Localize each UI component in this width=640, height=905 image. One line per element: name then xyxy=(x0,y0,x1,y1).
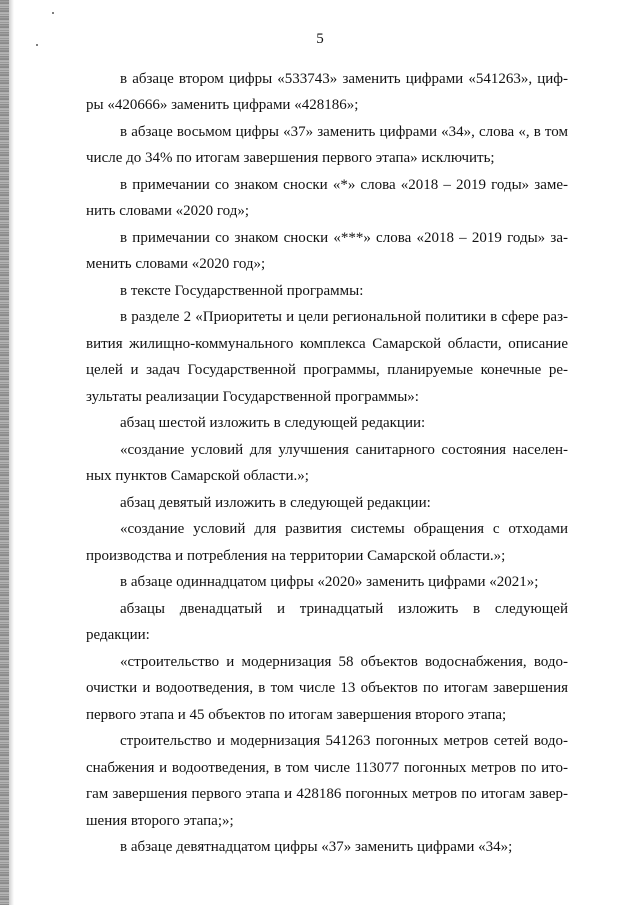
text-line: шения второго этапа;»; xyxy=(86,813,234,829)
text-line: очистки и водоотведения, в том числе 13 объектов по итогам завершения xyxy=(86,680,568,696)
text-line: в тексте Государственной программы: xyxy=(120,283,364,299)
text-line: «строительство и модернизация 58 объектов водоснабжения, водо- xyxy=(120,654,568,670)
text-line: числе до 34% по итогам завершения первого этапа» исключить; xyxy=(86,150,495,166)
scan-edge-gradient xyxy=(9,0,14,905)
text-line: «создание условий для улучшения санитарного состояния населен- xyxy=(120,442,568,458)
text-line: в абзаце восьмом цифры «37» заменить цифрами «34», слова «, в том xyxy=(120,124,568,140)
text-line: производства и потребления на территории Самарской области.»; xyxy=(86,548,506,564)
scan-speck xyxy=(52,12,54,14)
text-line: в абзаце одиннадцатом цифры «2020» заменить цифрами «2021»; xyxy=(120,574,539,590)
text-line: вития жилищно-коммунального комплекса Самарской области, описание xyxy=(86,336,568,352)
scan-edge-shadow xyxy=(0,0,9,905)
page-number: 5 xyxy=(316,31,324,47)
text-line: ных пунктов Самарской области.»; xyxy=(86,468,309,484)
text-line: в примечании со знаком сноски «***» слова «2018 – 2019 годы» за- xyxy=(120,230,568,246)
text-line: целей и задач Государственной программы, планируемые конечные ре- xyxy=(86,362,568,378)
text-line: абзацы двенадцатый и тринадцатый изложить в следующей xyxy=(120,601,568,617)
text-line: гам завершения первого этапа и 428186 погонных метров по итогам завер- xyxy=(86,786,568,802)
text-line: ры «420666» заменить цифрами «428186»; xyxy=(86,97,359,113)
text-line: абзац девятый изложить в следующей редакции: xyxy=(120,495,431,511)
text-line: строительство и модернизация 541263 погонных метров сетей водо- xyxy=(120,733,568,749)
text-line: зультаты реализации Государственной программы»: xyxy=(86,389,419,405)
text-line: абзац шестой изложить в следующей редакции: xyxy=(120,415,426,431)
text-line: «создание условий для развития системы обращения с отходами xyxy=(120,521,568,537)
text-line: менить словами «2020 год»; xyxy=(86,256,266,272)
text-line: в абзаце втором цифры «533743» заменить цифрами «541263», циф- xyxy=(120,71,568,87)
text-line: первого этапа и 45 объектов по итогам завершения второго этапа; xyxy=(86,707,507,723)
text-line: снабжения и водоотведения, в том числе 113077 погонных метров по ито- xyxy=(86,760,568,776)
text-line: в абзаце девятнадцатом цифры «37» заменить цифрами «34»; xyxy=(120,839,513,855)
text-line: в примечании со знаком сноски «*» слова «2018 – 2019 годы» заме- xyxy=(120,177,568,193)
text-line: нить словами «2020 год»; xyxy=(86,203,250,219)
text-line: редакции: xyxy=(86,627,150,643)
text-line: в разделе 2 «Приоритеты и цели региональной политики в сфере раз- xyxy=(120,309,568,325)
